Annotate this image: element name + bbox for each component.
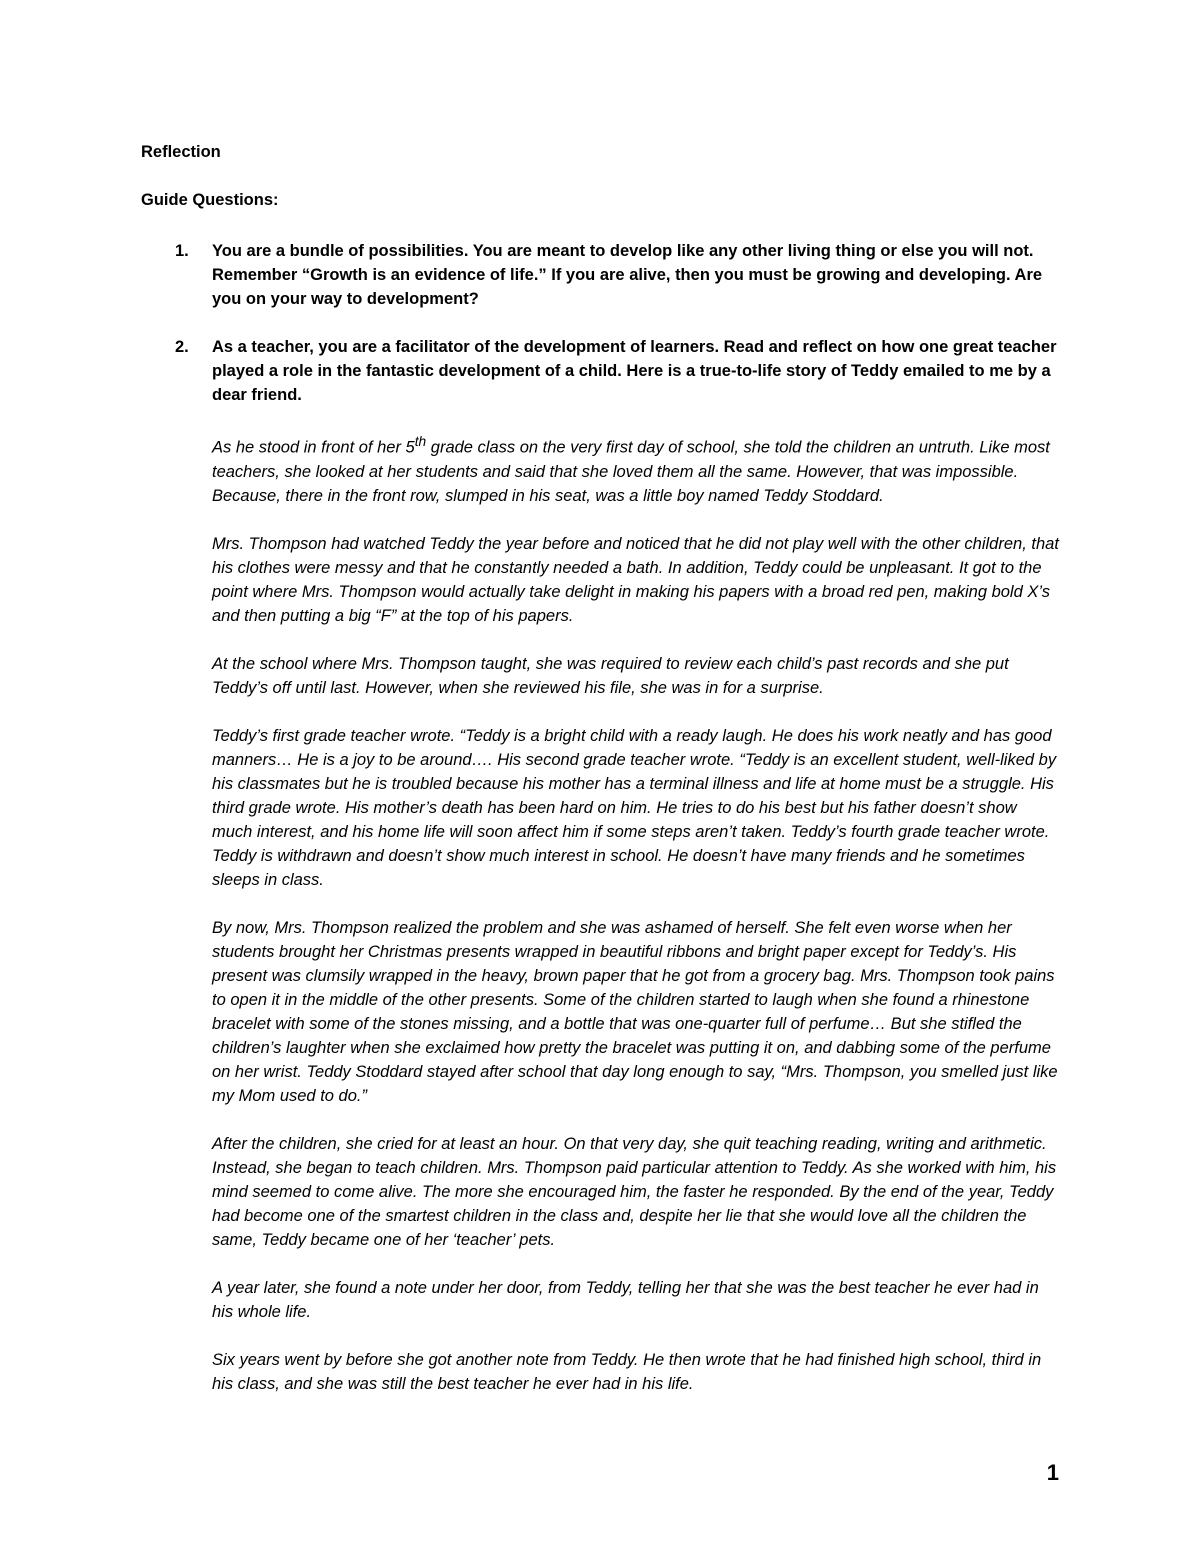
page-title: Reflection: [141, 143, 221, 161]
question-text: As a teacher, you are a facilitator of the development of learners. Read and reflect on how one great teacher played a role in the fantastic development of a child. Here is a true-to-life story of Teddy emailed to me by a dear friend.: [212, 338, 1057, 404]
story-paragraph-text: As he stood in front of her 5: [212, 438, 415, 457]
question-text: You are a bundle of possibilities. You are meant to develop like any other living thing or else you will not. Remember “Growth is an evidence of life.” If you are alive, then you must be growing and developing. Are you on your way to development?: [212, 242, 1043, 308]
question-list: [141, 239, 1061, 431]
story-paragraph: [212, 430, 1060, 508]
story-paragraph-text: grade class on the very first day of school, she told the children an untruth. Like most teachers, she looked at her students and said that she loved them all the same. However, that was impossible. Because, there in the front row, slumped in his seat, was a little boy named Teddy Stoddard.: [212, 438, 1050, 505]
guide-questions-heading: Guide Questions:: [141, 191, 279, 209]
question-number: 1.: [175, 242, 189, 260]
story-paragraph: By now, Mrs. Thompson realized the problem and she was ashamed of herself. She felt even worse when her students brought her Christmas presents wrapped in beautiful ribbons and bright paper except for Teddy’s. His present was clumsily wrapped in the heavy, brown paper that he got from a grocery bag. Mrs. Thompson took pains to open it in the middle of the other presents. Some of the children started to laugh when she found a rhinestone bracelet with some of the stones missing, and a bottle that was one-quarter full of perfume… But she stifled the children’s laughter when she exclaimed how pretty the bracelet was putting it on, and dabbing some of the perfume on her wrist. Teddy Stoddard stayed after school that day long enough to say, “Mrs. Thompson, you smelled just like my Mom used to do.”: [212, 918, 1058, 1105]
question-item: [141, 335, 1061, 407]
story-paragraph: At the school where Mrs. Thompson taught, she was required to review each child’s past records and she put Teddy’s off until last. However, when she reviewed his file, she was in for a surprise.: [212, 654, 1009, 697]
question-number: 2.: [175, 338, 189, 356]
story-paragraph: Six years went by before she got another note from Teddy. He then wrote that he had finished high school, third in his class, and she was still the best teacher he ever had in his life.: [212, 1350, 1042, 1393]
ordinal-superscript: th: [414, 434, 427, 449]
story-body: [212, 430, 1060, 1420]
story-paragraph: Mrs. Thompson had watched Teddy the year before and noticed that he did not play well with the other children, that his clothes were messy and that he constantly needed a bath. In addition, Teddy could be unpleasant. It got to the point where Mrs. Thompson would actually take delight in making his papers with a broad red pen, making bold X’s and then putting a big “F” at the top of his papers.: [212, 534, 1059, 625]
question-item: [141, 239, 1061, 311]
story-paragraph: A year later, she found a note under her door, from Teddy, telling her that she was the best teacher he ever had in his whole life.: [212, 1278, 1039, 1321]
story-paragraph: Teddy’s first grade teacher wrote. “Teddy is a bright child with a ready laugh. He does his work neatly and has good manners… He is a joy to be around…. His second grade teacher wrote. “Teddy is an excellent student, well-liked by his classmates but he is troubled because his mother has a terminal illness and life at home must be a struggle. His third grade wrote. His mother’s death has been hard on him. He tries to do his best but his father doesn’t show much interest, and his home life will soon affect him if some steps aren’t taken. Teddy’s fourth grade teacher wrote. Teddy is withdrawn and doesn’t show much interest in school. He doesn’t have many friends and he sometimes sleeps in class.: [212, 726, 1057, 889]
story-paragraph: After the children, she cried for at least an hour. On that very day, she quit teaching reading, writing and arithmetic. Instead, she began to teach children. Mrs. Thompson paid particular attention to Teddy. As she worked with him, his mind seemed to come alive. The more she encouraged him, the faster he responded. By the end of the year, Teddy had become one of the smartest children in the class and, despite her lie that she would love all the children the same, Teddy became one of her ‘teacher’ pets.: [212, 1134, 1057, 1249]
page-number: 1: [1046, 1460, 1059, 1485]
